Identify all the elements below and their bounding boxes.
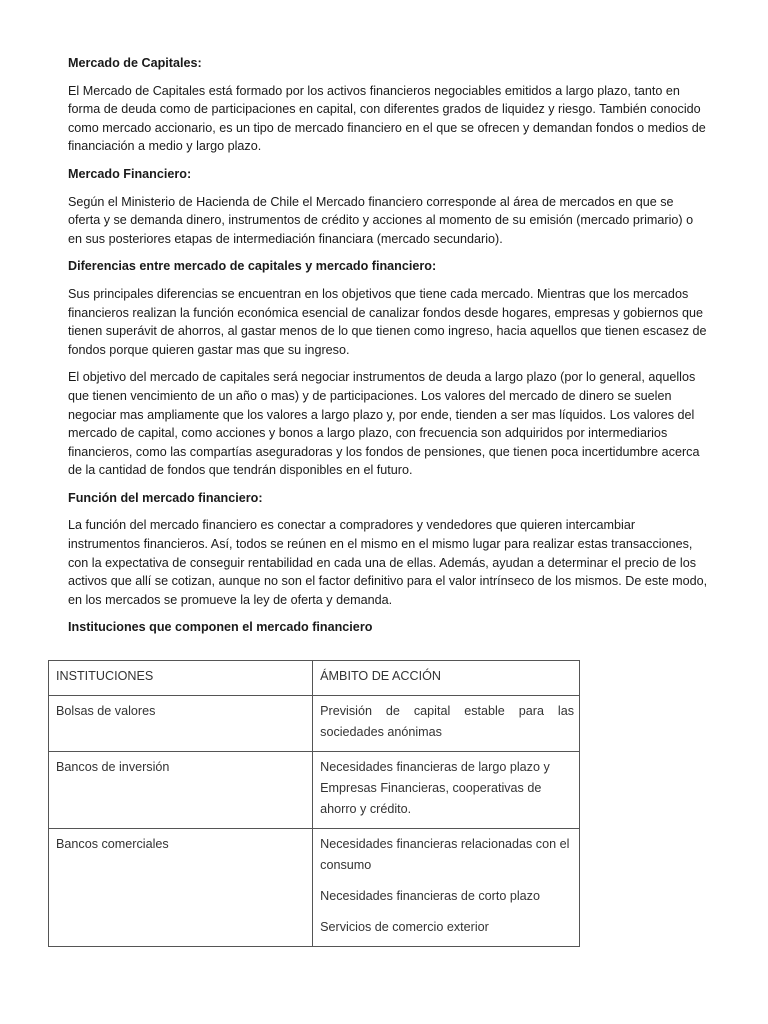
- paragraph: Según el Ministerio de Hacienda de Chile el Mercado financiero corresponde al área de mercados en que se oferta y se demanda dinero, instrumentos de crédito y acciones al momento de su emisión (mercado primario) o en sus posteriores etapas de intermediación financiara (mercado secundario).: [68, 194, 694, 246]
- scope-text: Necesidades financieras de corto plazo: [320, 889, 540, 903]
- paragraph: La función del mercado financiero es conectar a compradores y vendedores que quieren intercambiar instrumentos financieros. Así, todos se reúnen en el mismo en el mismo lugar para realizar estas transacciones, con la expectativa de conseguir rentabilidad en cada una de ellas. Además, ayudan a determinar el precio de los activos que allí se cotizan, aunque no son el factor definitivo para el valor intrínseco de los mismos. De este modo, en los mercados se promueve la ley de oferta y demanda.: [68, 518, 708, 607]
- scope-text: Necesidades financieras de largo plazo y Empresas Financieras, cooperativas de ahorro y crédito.: [320, 760, 550, 816]
- table-row: [49, 829, 580, 947]
- section-heading-mercado-financiero: Mercado Financiero:: [68, 166, 192, 181]
- institution-cell: Bancos de inversión: [49, 752, 313, 829]
- institution-cell: Bancos comerciales: [49, 829, 313, 947]
- scope-text: Servicios de comercio exterior: [320, 920, 489, 934]
- section-heading-mercado-capitales: Mercado de Capitales:: [68, 56, 202, 70]
- table-row: [49, 696, 580, 752]
- scope-text: Previsión de capital estable para las sociedades anónimas: [320, 704, 574, 739]
- table-header-cell: INSTITUCIONES: [49, 661, 313, 696]
- section-heading-diferencias: Diferencias entre mercado de capitales y mercado financiero:: [68, 259, 437, 274]
- paragraph: El Mercado de Capitales está formado por los activos financieros negociables emitidos a largo plazo, tanto en forma de deuda como de participaciones en capital, con diferentes grados de liquidez y riesgo. También conocido como mercado accionario, es un tipo de mercado financiero en el que se ofrecen y demandan fondos o medios de financiación a medio y largo plazo.: [68, 83, 706, 154]
- scope-text: Necesidades financieras relacionadas con el consumo: [320, 837, 570, 872]
- paragraph: Sus principales diferencias se encuentran en los objetivos que tiene cada mercado. Mientras que los mercados financieros realizan la función económica esencial de canalizar fondos desde hogares, empresas y gobiernos que tienen superávit de ahorros, al gastar menos de lo que tienen como ingreso, hacia aquellos que tienen escasez de fondos porque quieren gastar mas que su ingreso.: [68, 286, 707, 357]
- table-header-cell: ÁMBITO DE ACCIÓN: [313, 661, 580, 696]
- institution-cell: Bolsas de valores: [49, 696, 313, 752]
- scope-cell: [313, 696, 580, 752]
- scope-cell: [313, 752, 580, 829]
- institutions-table: [48, 660, 580, 947]
- table-title: Instituciones que componen el mercado financiero: [68, 620, 373, 635]
- table-row: [49, 752, 580, 829]
- table-header-row: [49, 661, 580, 696]
- section-heading-funcion: Función del mercado financiero:: [68, 490, 263, 505]
- document-body: [68, 54, 708, 644]
- scope-cell: [313, 829, 580, 947]
- paragraph: El objetivo del mercado de capitales será negociar instrumentos de deuda a largo plazo (por lo general, aquellos que tienen vencimiento de un año o mas) y de participaciones. Los valores del mercado de dinero se suelen negociar mas ampliamente que los valores a largo plazo y, por ende, tienden a ser mas líquidos. Los valores del mercado de capital, como acciones y bonos a largo plazo, con frecuencia son adquiridos por intermediarios financieros, como las compartías aseguradoras y los fondos de pensiones, que tienen poca incertidumbre acerca de la cantidad de fondos que tendrán disponibles en el futuro.: [68, 370, 700, 478]
